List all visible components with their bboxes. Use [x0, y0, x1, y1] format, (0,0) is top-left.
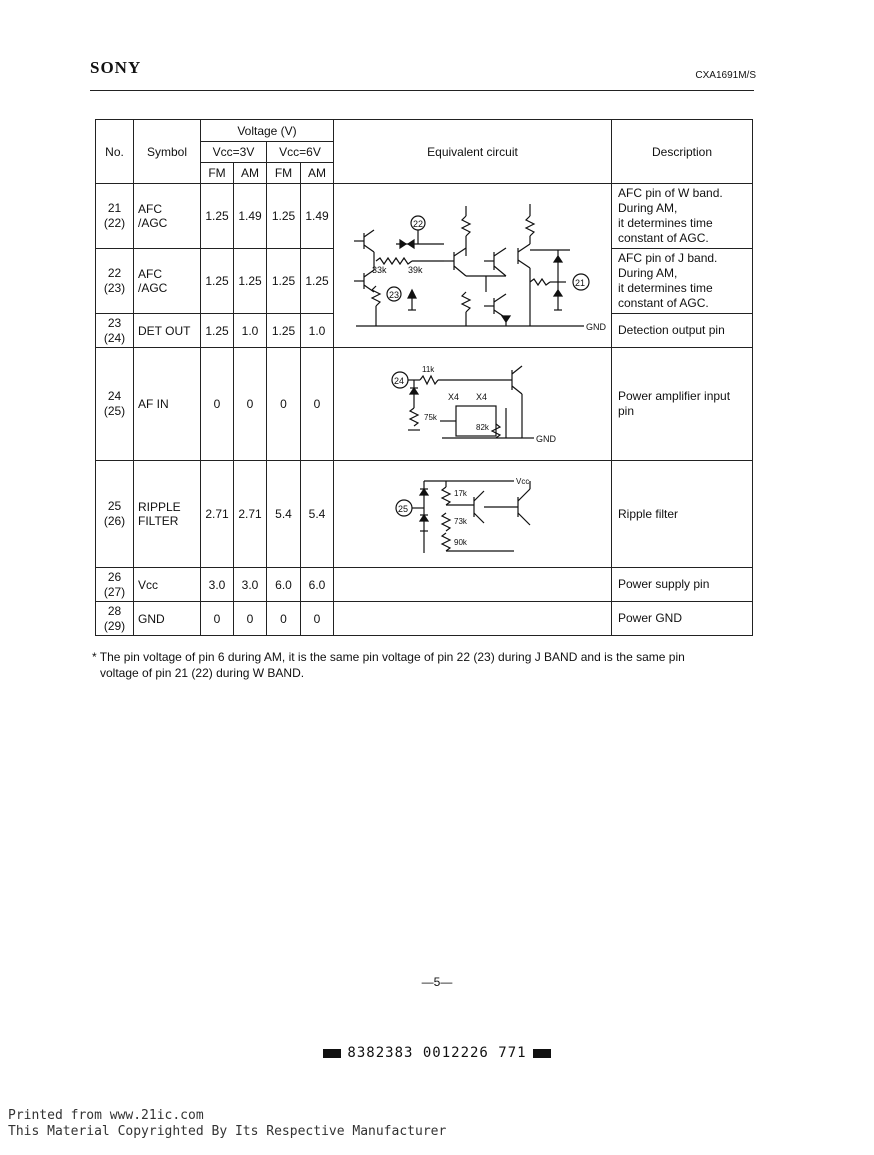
- header-voltage: Voltage (V): [201, 120, 334, 142]
- svg-text:11k: 11k: [422, 365, 435, 374]
- header-description: Description: [612, 120, 753, 184]
- svg-text:22: 22: [413, 218, 424, 229]
- equivalent-circuit-afc: [334, 184, 612, 348]
- pin-symbol: DET OUT: [134, 314, 201, 348]
- barcode-text: 8382383 0012226 771: [347, 1045, 527, 1061]
- pin-description: Ripple filter: [612, 461, 753, 568]
- footnote-line: * The pin voltage of pin 6 during AM, it is the same pin voltage of pin 22 (23) during J BAND and is the same pin: [92, 650, 685, 664]
- pin-symbol: AFC /AGC: [134, 249, 201, 314]
- svg-text:23: 23: [389, 289, 400, 300]
- sony-logo: SONY: [90, 58, 142, 77]
- header-fm: FM: [201, 163, 234, 184]
- svg-text:GND: GND: [586, 321, 606, 332]
- printed-notice: [8, 1108, 446, 1140]
- voltage-cell: 1.25: [234, 249, 267, 314]
- circuit-schematic-ripple: [334, 461, 612, 567]
- svg-text:39k: 39k: [408, 264, 423, 275]
- pin-description-table: [95, 119, 753, 636]
- page-number: —5—: [421, 975, 453, 989]
- voltage-cell: 1.25: [201, 184, 234, 249]
- table-row: [96, 348, 753, 461]
- voltage-cell: 6.0: [267, 568, 301, 602]
- equivalent-circuit-empty: [334, 568, 612, 602]
- header-vcc3: Vcc=3V: [201, 142, 267, 163]
- voltage-cell: 2.71: [201, 461, 234, 568]
- part-number: CXA1691M/S: [695, 70, 756, 81]
- pin-description: Detection output pin: [612, 314, 753, 348]
- pin-number: 21 (22): [96, 184, 134, 249]
- voltage-cell: 0: [301, 602, 334, 636]
- equivalent-circuit-empty: [334, 602, 612, 636]
- header-vcc6: Vcc=6V: [267, 142, 334, 163]
- voltage-cell: 0: [301, 348, 334, 461]
- pin-description: Power supply pin: [612, 568, 753, 602]
- voltage-cell: 5.4: [267, 461, 301, 568]
- svg-text:24: 24: [394, 376, 405, 386]
- svg-text:X4: X4: [476, 392, 488, 402]
- pin-symbol: RIPPLE FILTER: [134, 461, 201, 568]
- table-row: [96, 602, 753, 636]
- svg-text:21: 21: [575, 277, 586, 288]
- svg-text:90k: 90k: [454, 538, 467, 547]
- svg-text:GND: GND: [536, 434, 556, 444]
- svg-text:25: 25: [398, 504, 409, 514]
- header-no: No.: [96, 120, 134, 184]
- footnote: [92, 649, 762, 681]
- header-fm: FM: [267, 163, 301, 184]
- pin-symbol: GND: [134, 602, 201, 636]
- table-row: [96, 184, 753, 249]
- svg-text:17k: 17k: [454, 489, 467, 498]
- voltage-cell: 1.25: [301, 249, 334, 314]
- pin-number: 23 (24): [96, 314, 134, 348]
- voltage-cell: 1.25: [201, 314, 234, 348]
- svg-text:82k: 82k: [476, 423, 489, 432]
- svg-text:75k: 75k: [424, 413, 437, 422]
- voltage-cell: 3.0: [234, 568, 267, 602]
- voltage-cell: 0: [267, 602, 301, 636]
- pin-number: 26 (27): [96, 568, 134, 602]
- voltage-cell: 3.0: [201, 568, 234, 602]
- pin-description: Power GND: [612, 602, 753, 636]
- svg-text:73k: 73k: [454, 517, 467, 526]
- voltage-cell: 0: [234, 348, 267, 461]
- circuit-schematic-af-in: [334, 348, 612, 460]
- voltage-cell: 1.49: [234, 184, 267, 249]
- equivalent-circuit-ripple: [334, 461, 612, 568]
- voltage-cell: 6.0: [301, 568, 334, 602]
- voltage-cell: 1.0: [234, 314, 267, 348]
- barcode-line: [0, 1045, 874, 1061]
- pin-number: 28 (29): [96, 602, 134, 636]
- printed-line: Printed from www.21ic.com: [8, 1108, 204, 1123]
- header-symbol: Symbol: [134, 120, 201, 184]
- voltage-cell: 1.25: [267, 314, 301, 348]
- voltage-cell: 1.25: [267, 249, 301, 314]
- pin-description: Power amplifier input pin: [612, 348, 753, 461]
- printed-line: This Material Copyrighted By Its Respective Manufacturer: [8, 1124, 447, 1139]
- circuit-schematic-afc: [334, 186, 612, 346]
- pin-number: 25 (26): [96, 461, 134, 568]
- header-circuit: Equivalent circuit: [334, 120, 612, 184]
- footnote-line: voltage of pin 21 (22) during W BAND.: [100, 666, 305, 680]
- voltage-cell: 1.25: [201, 249, 234, 314]
- equivalent-circuit-af-in: [334, 348, 612, 461]
- voltage-cell: 1.49: [301, 184, 334, 249]
- voltage-cell: 5.4: [301, 461, 334, 568]
- pin-description: AFC pin of J band. During AM, it determines time constant of AGC.: [612, 249, 753, 314]
- table-row: [96, 568, 753, 602]
- voltage-cell: 0: [234, 602, 267, 636]
- voltage-cell: 2.71: [234, 461, 267, 568]
- header-am: AM: [301, 163, 334, 184]
- voltage-cell: 1.25: [267, 184, 301, 249]
- voltage-cell: 0: [201, 348, 234, 461]
- pin-symbol: Vcc: [134, 568, 201, 602]
- voltage-cell: 0: [267, 348, 301, 461]
- header-am: AM: [234, 163, 267, 184]
- header-rule: [90, 90, 754, 91]
- svg-text:Vcc: Vcc: [516, 477, 530, 486]
- pin-number: 24 (25): [96, 348, 134, 461]
- barcode-block: [323, 1049, 341, 1058]
- pin-description: AFC pin of W band. During AM, it determines time constant of AGC.: [612, 184, 753, 249]
- voltage-cell: 1.0: [301, 314, 334, 348]
- table-row: [96, 461, 753, 568]
- pin-symbol: AFC /AGC: [134, 184, 201, 249]
- voltage-cell: 0: [201, 602, 234, 636]
- pin-symbol: AF IN: [134, 348, 201, 461]
- svg-text:33k: 33k: [372, 264, 387, 275]
- barcode-block: [533, 1049, 551, 1058]
- svg-text:X4: X4: [448, 392, 460, 402]
- pin-number: 22 (23): [96, 249, 134, 314]
